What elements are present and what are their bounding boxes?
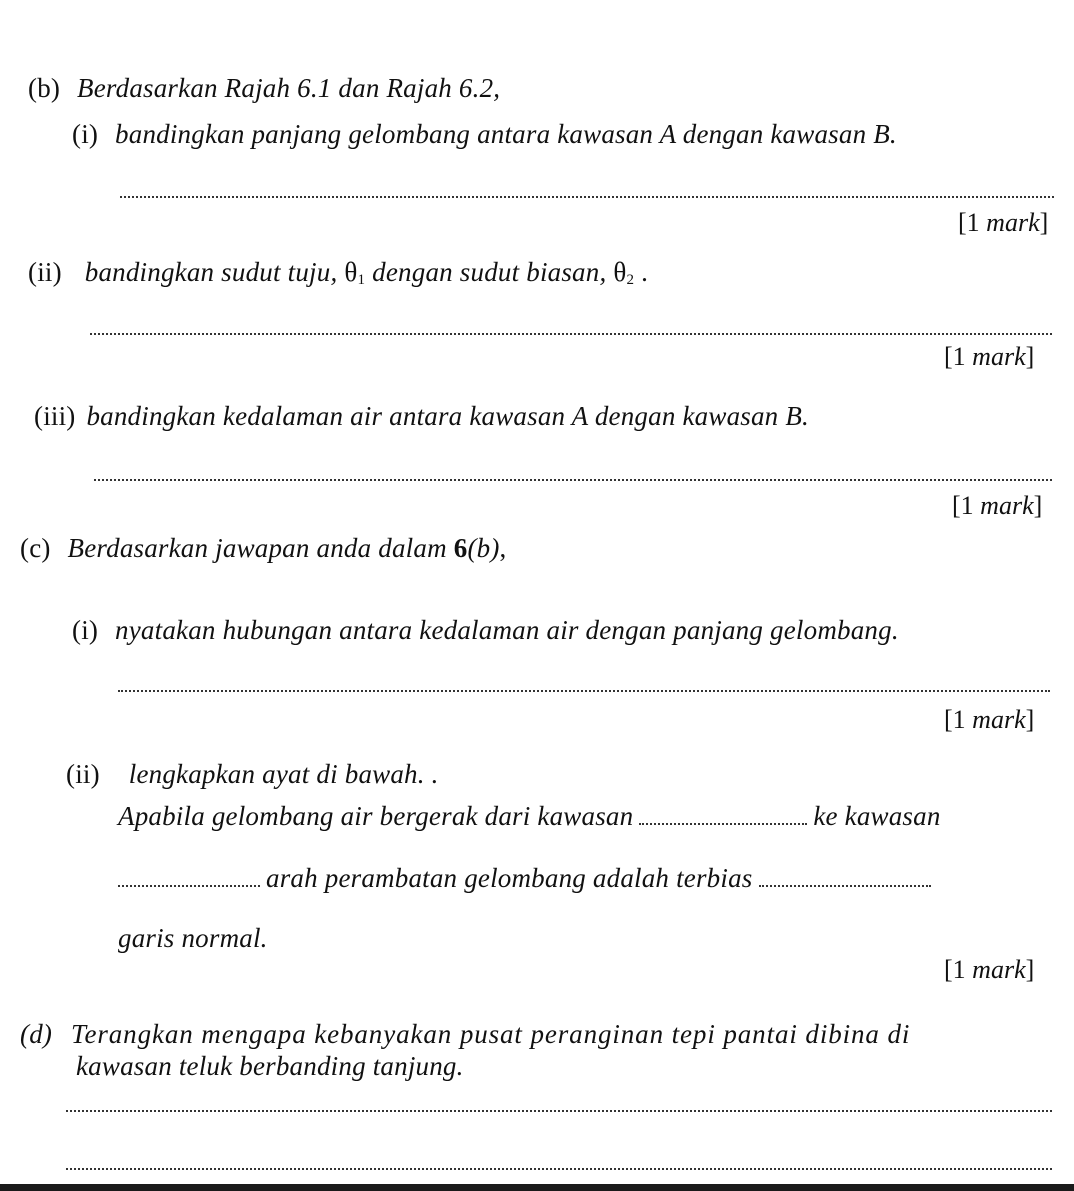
question-c-ii-number: (ii) — [66, 759, 100, 789]
question-b-iii — [34, 400, 809, 432]
mark-c-i — [944, 704, 1034, 736]
mark-b-ii-close: ] — [1025, 342, 1035, 371]
blank-from-region[interactable] — [639, 823, 807, 825]
question-b-i-text: bandingkan panjang gelombang antara kawasan A dengan kawasan B. — [115, 119, 897, 149]
question-c-i-text: nyatakan hubungan antara kedalaman air dengan panjang gelombang. — [115, 615, 899, 645]
part-d-line-2: kawasan teluk berbanding tanjung. — [76, 1051, 464, 1081]
part-c-intro-end: , — [499, 533, 507, 563]
theta-1-symbol: θ — [344, 257, 358, 287]
fill-sentence-line-1 — [118, 800, 941, 832]
mark-c-ii-close: ] — [1025, 955, 1035, 984]
question-b-ii-text-b: dengan sudut biasan, — [372, 257, 607, 287]
part-d-line-1: Terangkan mengapa kebanyakan pusat peranginan tepi pantai dibina di — [71, 1019, 911, 1049]
part-c-ref-number: 6 — [453, 533, 468, 563]
mark-c-i-open: [1 — [944, 705, 973, 734]
part-b-heading — [28, 72, 500, 104]
answer-line-c-i[interactable] — [118, 690, 1050, 692]
question-c-ii-text: lengkapkan ayat di bawah. . — [128, 759, 439, 789]
mark-c-ii-open: [1 — [944, 955, 973, 984]
mark-b-i-word: mark — [986, 208, 1040, 237]
mark-b-iii-open: [1 — [952, 491, 981, 520]
question-b-i — [72, 118, 897, 150]
page-bottom-edge — [0, 1184, 1074, 1191]
part-b-intro: Berdasarkan Rajah 6.1 dan Rajah 6.2, — [77, 73, 501, 103]
mark-c-ii — [944, 954, 1034, 986]
answer-line-b-ii[interactable] — [90, 333, 1052, 335]
part-b-label: (b) — [28, 73, 61, 103]
question-c-i-number: (i) — [72, 615, 99, 645]
mark-b-iii-close: ] — [1033, 491, 1043, 520]
mark-b-ii-open: [1 — [944, 342, 973, 371]
mark-c-i-close: ] — [1025, 705, 1035, 734]
question-d — [20, 1018, 910, 1050]
question-b-iii-number: (iii) — [34, 401, 76, 431]
theta-1-subscript: 1 — [357, 272, 366, 288]
fill-sentence-part-c: arah perambatan gelombang adalah terbias — [266, 863, 753, 893]
question-c-ii — [66, 758, 439, 790]
question-b-ii-number: (ii) — [28, 257, 62, 287]
mark-b-ii-word: mark — [972, 342, 1026, 371]
question-b-ii — [28, 256, 648, 296]
blank-refraction-direction[interactable] — [759, 885, 931, 887]
answer-line-d-1[interactable] — [66, 1110, 1052, 1112]
answer-line-d-2[interactable] — [66, 1168, 1052, 1170]
part-c-ref-letter: (b) — [467, 533, 500, 563]
fill-sentence-part-a: Apabila gelombang air bergerak dari kawasan — [118, 801, 634, 831]
question-b-ii-end: . — [641, 257, 649, 287]
part-c-label: (c) — [20, 533, 51, 563]
mark-b-i-close: ] — [1039, 208, 1049, 237]
answer-line-b-i[interactable] — [120, 196, 1054, 198]
fill-sentence-line-2 — [118, 862, 937, 894]
mark-b-iii — [952, 490, 1042, 522]
fill-sentence-part-b: ke kawasan — [813, 801, 941, 831]
question-c-i — [72, 614, 899, 646]
mark-b-ii — [944, 341, 1034, 373]
theta-2-symbol: θ — [613, 257, 627, 287]
question-b-ii-text-a: bandingkan sudut tuju, — [84, 257, 338, 287]
blank-to-region[interactable] — [118, 885, 260, 887]
fill-sentence-part-d: garis normal. — [118, 923, 268, 953]
mark-b-iii-word: mark — [980, 491, 1034, 520]
question-b-i-number: (i) — [72, 119, 99, 149]
theta-2-subscript: 2 — [626, 272, 635, 288]
mark-c-ii-word: mark — [972, 955, 1026, 984]
part-c-heading — [20, 532, 506, 564]
answer-line-b-iii[interactable] — [94, 479, 1052, 481]
mark-b-i-open: [1 — [958, 208, 987, 237]
mark-b-i — [958, 207, 1048, 239]
part-c-intro: Berdasarkan jawapan anda dalam — [67, 533, 454, 563]
question-b-iii-text: bandingkan kedalaman air antara kawasan A dengan kawasan B. — [86, 401, 809, 431]
part-d-label: (d) — [20, 1019, 53, 1049]
fill-sentence-line-3 — [118, 922, 268, 954]
mark-c-i-word: mark — [972, 705, 1026, 734]
